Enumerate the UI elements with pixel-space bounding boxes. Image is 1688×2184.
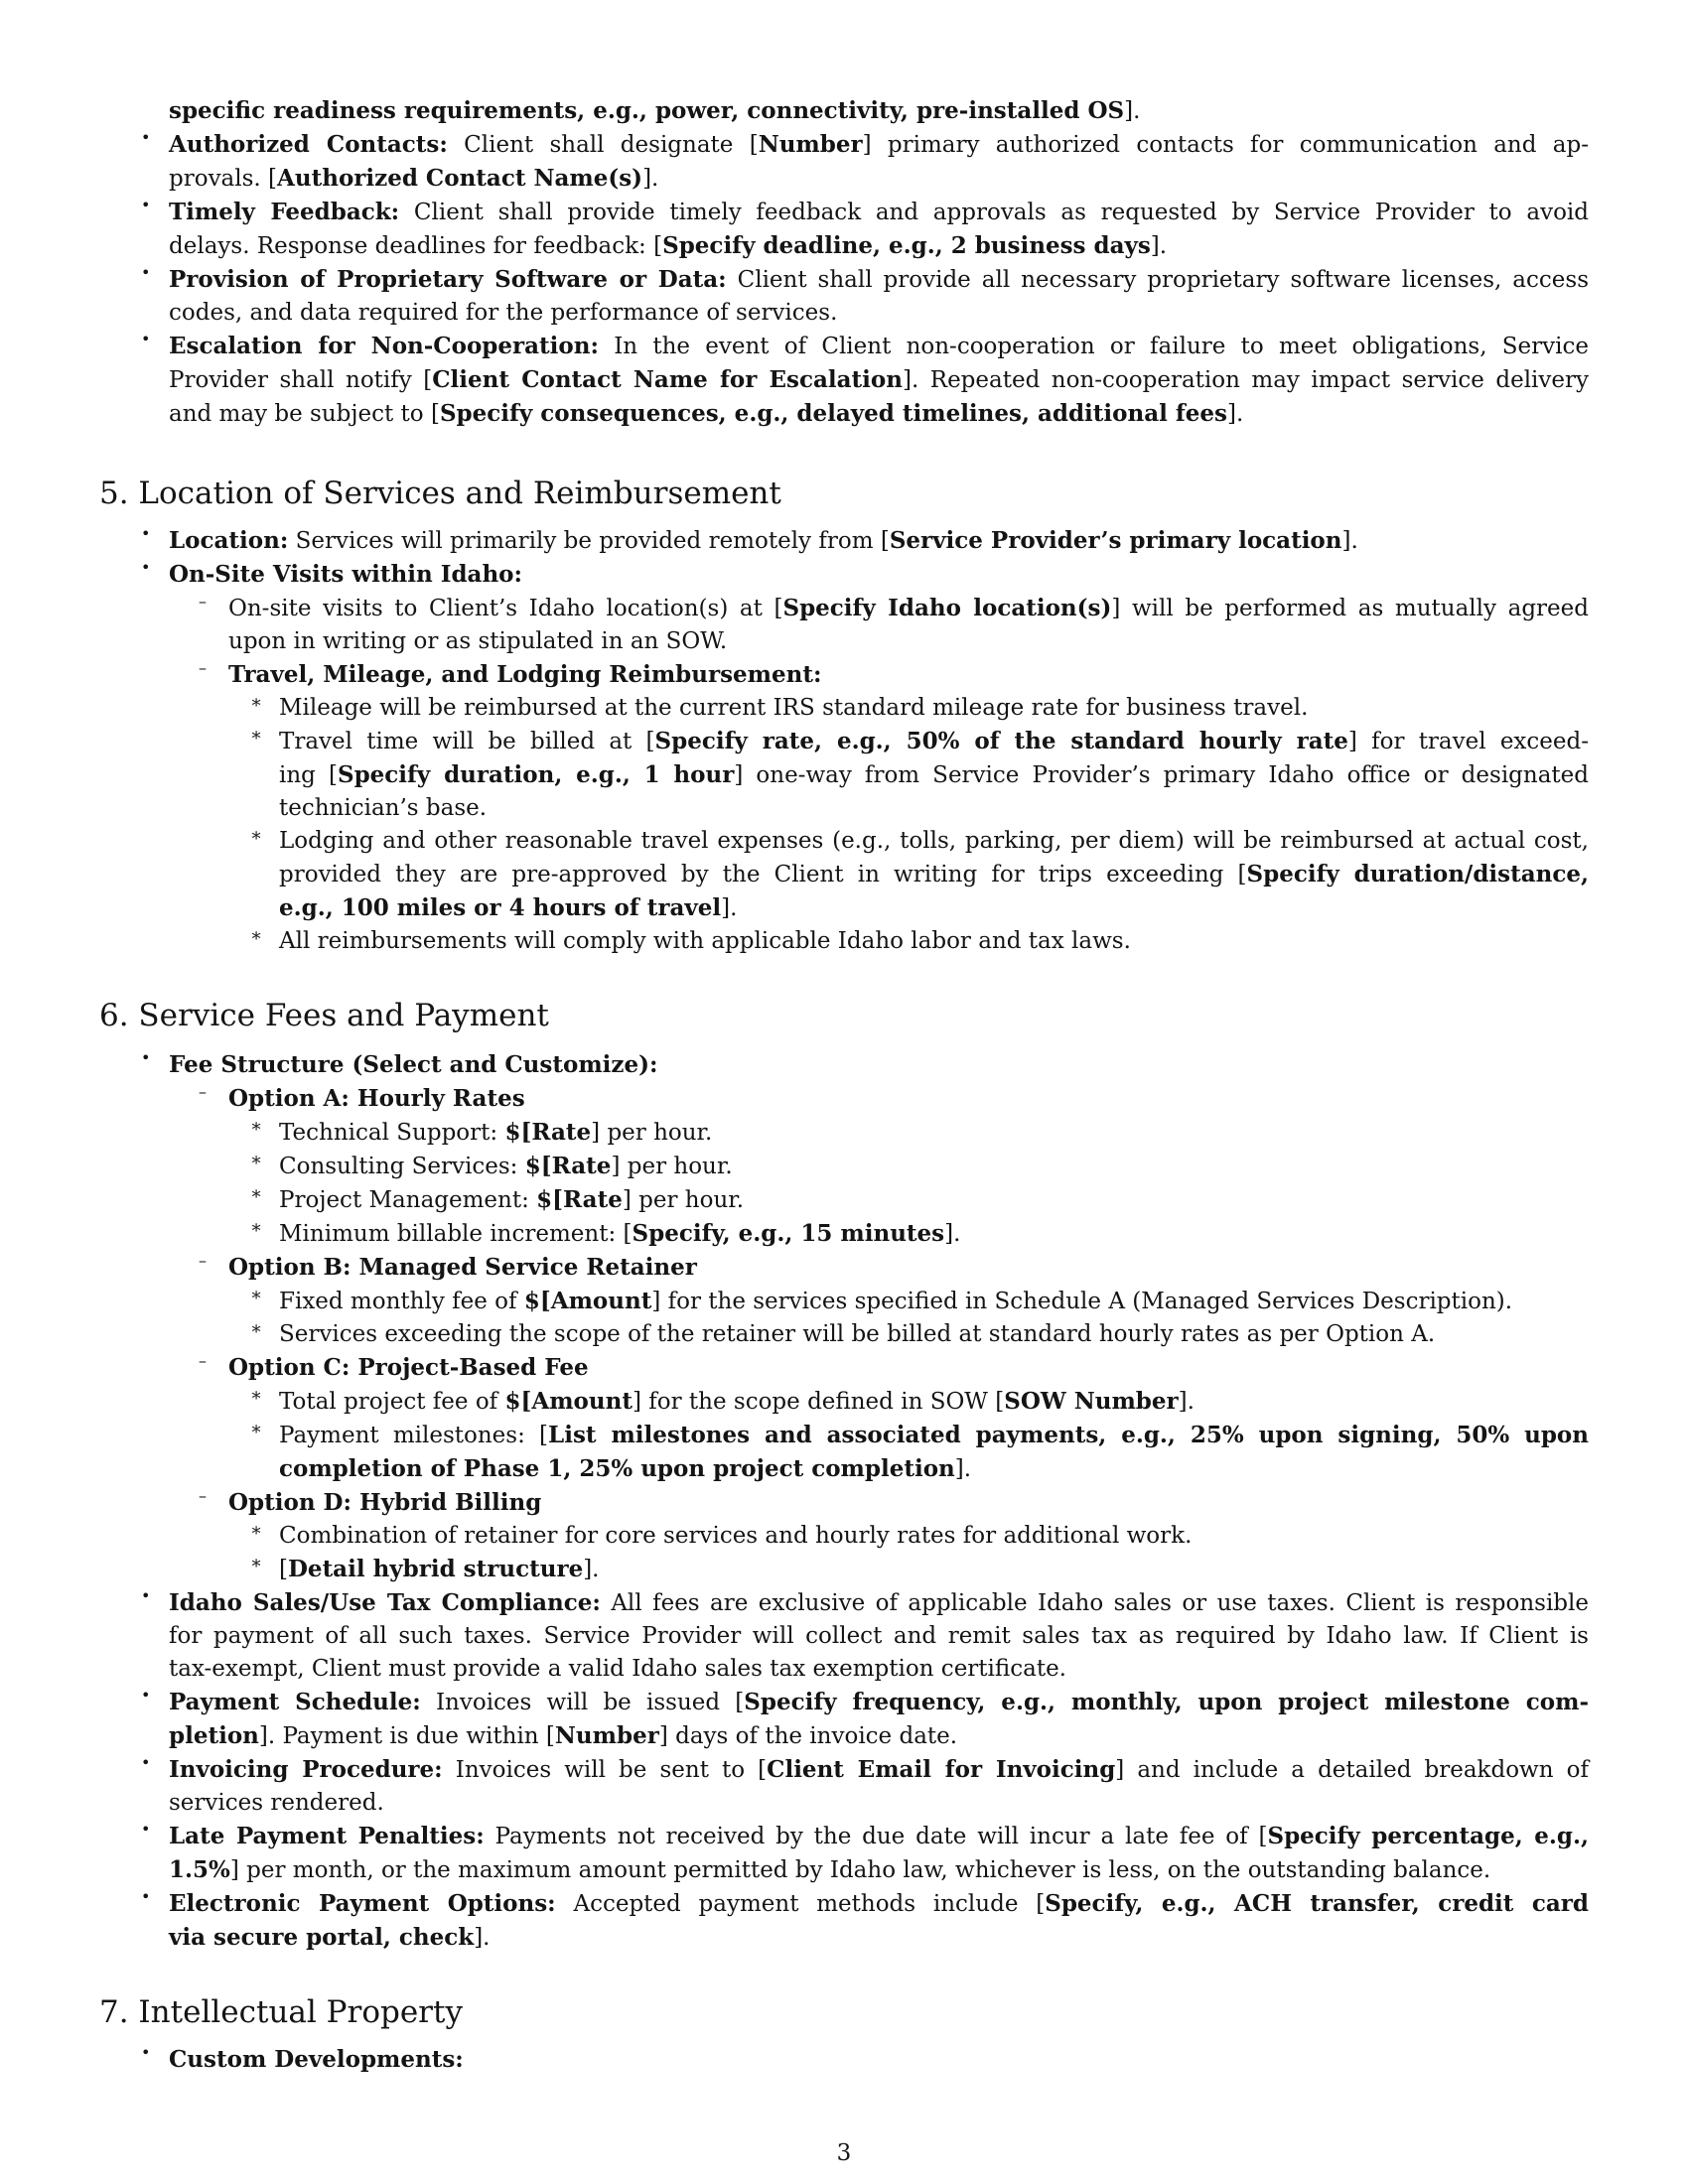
text-line: specific readiness requirements, e.g., power, connectivity, pre-installed OS].	[169, 97, 1141, 124]
sub-list-item: – Option A: Hourly Rates	[199, 1082, 525, 1112]
section-heading-5: 5. Location of Services and Reimbursement	[99, 476, 781, 511]
sub-sub-list-item: ∗ [Detail hybrid structure].	[250, 1553, 600, 1582]
sub-sub-list-item: ∗ Fixed monthly fee of $[Amount] for the services specified in Schedule A (Managed Services Description).	[250, 1285, 1513, 1314]
list-item: • Late Payment Penalties: Payments not received by the due date will incur a late fee of [Specify percentage, e.g., 1.5%] per month, or the maximum amount permitted by Idaho law, whichever is less, on the outstanding balance.	[141, 1820, 1589, 1883]
sub-list-item: – On-site visits to Client’s Idaho location(s) at [Specify Idaho location(s)] will be performed as mutually agreed upon in writing or as stipulated in an SOW.	[199, 592, 1589, 654]
document-page	[99, 94, 1589, 2077]
list-item: • Payment Schedule: Invoices will be issued [Specify frequency, e.g., monthly, upon project milestone com- pletion]. Payment is due within [Number] days of the invoice date.	[141, 1686, 1590, 1749]
page-number: 3	[836, 2140, 852, 2166]
sub-sub-list-item: ∗ Total project fee of $[Amount] for the scope defined in SOW [SOW Number].	[250, 1385, 1195, 1415]
sub-sub-list-item: ∗ Minimum billable increment: [Specify, e.g., 15 minutes].	[250, 1217, 961, 1247]
list-item: • Invoicing Procedure: Invoices will be sent to [Client Email for Invoicing] and include a detailed breakdown of services rendered.	[141, 1753, 1589, 1816]
sub-sub-list-item: ∗ All reimbursements will comply with applicable Idaho labor and tax laws.	[250, 925, 1131, 954]
list-item: • Location: Services will primarily be provided remotely from [Service Provider’s primary location].	[141, 524, 1358, 554]
sub-sub-list-item: ∗ Mileage will be reimbursed at the current IRS standard mileage rate for business travel.	[250, 692, 1309, 721]
sub-sub-list-item: ∗ Travel time will be billed at [Specify rate, e.g., 50% of the standard hourly rate] for travel exceed- ing [Specify duration, e.g., 1 hour] one-way from Service Provider’s primary Idaho office or designated technician’s base.	[250, 725, 1589, 821]
list-item: • Escalation for Non-Cooperation: In the event of Client non-cooperation or failure to meet obligations, Service Provider shall notify [Client Contact Name for Escalation]. Repeated non-cooperation may impact service delivery and may be subject to [Specify consequences, e.g., delayed timelines, additional fees].	[141, 330, 1590, 427]
section-heading-7: 7. Intellectual Property	[99, 1994, 463, 2030]
sub-list-item: – Travel, Mileage, and Lodging Reimbursement:	[199, 658, 822, 688]
list-item: • Electronic Payment Options: Accepted payment methods include [Specify, e.g., ACH transfer, credit card via secure portal, check].	[141, 1887, 1589, 1951]
list-item: • On-Site Visits within Idaho:	[141, 558, 523, 588]
sub-list-item: – Option D: Hybrid Billing	[199, 1486, 542, 1516]
sub-sub-list-item: ∗ Consulting Services: $[Rate] per hour.	[250, 1150, 733, 1179]
sub-sub-list-item: ∗ Payment milestones: [List milestones and associated payments, e.g., 25% upon signing, 50% upon completion of Phase 1, 25% upon project completion].	[250, 1419, 1590, 1482]
sub-list-item: – Option B: Managed Service Retainer	[199, 1251, 697, 1281]
list-item: • Authorized Contacts: Client shall designate [Number] primary authorized contacts for communication and ap- provals. [Authorized Contact Name(s)].	[141, 128, 1589, 192]
list-item: • Provision of Proprietary Software or Data: Client shall provide all necessary proprietary software licenses, access codes, and data required for the performance of services.	[141, 263, 1589, 326]
sub-sub-list-item: ∗ Project Management: $[Rate] per hour.	[250, 1183, 745, 1213]
sub-list-item: – Option C: Project-Based Fee	[199, 1351, 589, 1381]
sub-sub-list-item: ∗ Technical Support: $[Rate] per hour.	[250, 1116, 713, 1146]
list-item: • Idaho Sales/Use Tax Compliance: All fees are exclusive of applicable Idaho sales or use taxes. Client is responsible for payment of all such taxes. Service Provider will collect and remit sales tax as required by Idaho law. If Client is tax-exempt, Client must provide a valid Idaho sales tax exemption certificate.	[141, 1586, 1589, 1682]
list-item: • Timely Feedback: Client shall provide timely feedback and approvals as requested by Service Provider to avoid delays. Response deadlines for feedback: [Specify deadline, e.g., 2 business days].	[141, 196, 1589, 259]
section-heading-6: 6. Service Fees and Payment	[99, 998, 549, 1033]
list-item: • Custom Developments:	[141, 2043, 464, 2073]
sub-sub-list-item: ∗ Lodging and other reasonable travel expenses (e.g., tolls, parking, per diem) will be reimbursed at actual cost, provided they are pre-approved by the Client in writing for trips exceeding [Specify duration/distance, e.g., 100 miles or 4 hours of travel].	[250, 825, 1589, 921]
sub-sub-list-item: ∗ Combination of retainer for core services and hourly rates for additional work.	[250, 1520, 1193, 1549]
sub-sub-list-item: ∗ Services exceeding the scope of the retainer will be billed at standard hourly rates as per Option A.	[250, 1318, 1436, 1347]
list-item: • Fee Structure (Select and Customize):	[141, 1048, 658, 1078]
